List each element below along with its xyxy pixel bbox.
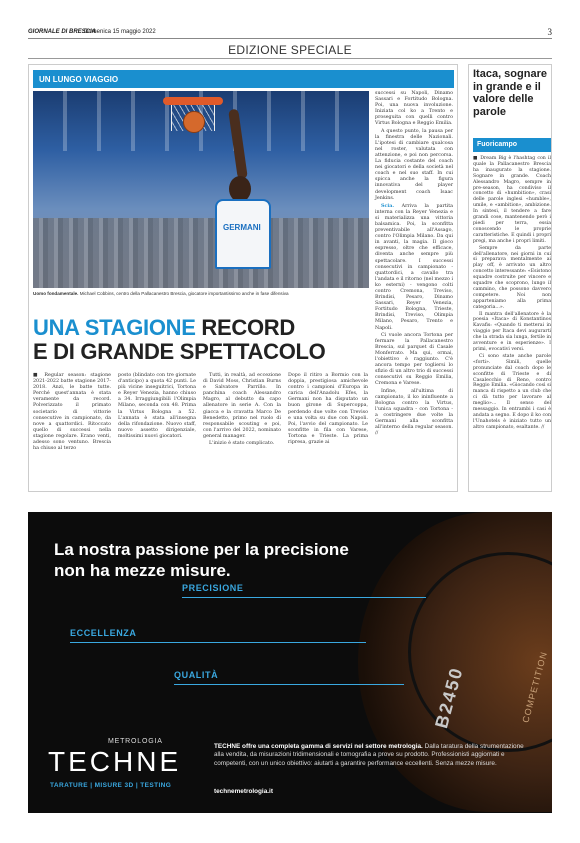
issue-date: Domenica 15 maggio 2022: [84, 29, 156, 35]
basketball-print: B2450: [431, 664, 467, 731]
jersey-sponsor: GERMANI: [223, 223, 261, 232]
logo-tagline: TARATURE | MISURE 3D | TESTING: [50, 782, 172, 789]
basket-hoop: [163, 97, 223, 105]
ad-slogan-line-1: La nostra passione per la precisione: [54, 540, 349, 559]
article-paragraph: Tutti, in realtà, ad eccezione di David Moss, Christian Burns e Salvatore Parrillo. In panchina coach Alessandro Magro, al debutto da capo allenatore in serie A. Con la giacca e la cravatta Marco De Benedetto, primo nel ruolo di responsabile scouting e poi, con l'arrivo del 2022, nominato general manager.: [203, 373, 281, 439]
page-header: [28, 27, 552, 39]
headline-line-1: [33, 316, 454, 340]
ad-description-lead: TECHNE offre una completa gamma di servizi nel settore metrologia.: [214, 743, 423, 750]
side-paragraph: ■ Dream Big è l'hashtag con il quale la Pallacanestro Brescia ha inaugurato la stagione. Sognare in grande. Coach Alessandro Magro, sempre in pre-season, ha condiviso il concetto di «humbition», crasi delle parole inglesi «humble», umile, e «ambition», ambizione. In sintesi, il tendere a fare grandi cose, mantenendo però i piedi per terra, essia conoscendo le proprie caratteristiche. E quindi i propri pregi, ma anche i propri limiti.: [473, 156, 551, 244]
section-divider: [28, 58, 552, 59]
ad-description-text: Dalla taratura della strumentazione alla vendita, da misurazioni tridimensionali e tomografia a prove su prodotto. Professionisti aggiornati e competenti, con un unico obiettivo: aiutarti a garantire performance eccellenti. Senza mezze misure.: [214, 743, 524, 767]
article-paragraph: A questo punto, la pausa per la finestra delle Nazionali. L'ipotesi di cambiare qualcosa nel roster, valutata con attenzione, e poi non percorsa. La fiducia costante del coach nei giocatori e della società nel coach e nel suo staff. In cui spicca anche la figura innovativa del player development coach Isaac Jenkins.: [375, 128, 453, 201]
article-paragraph: posto (blindato con tre giornate d'anticipo) a quota 42 punti. Le più vicine inseguitrici, Tortona e Reyer Venezia, hanno chiuso a 34. Irraggiungibili l'Olimpia Milano, seconda con 48. Prima la Virtus Bologna a 52. L'annata è stata all'insegna della rifondazione. Nuovo staff, nuovo assetto dirigenziale, moltissimi nuovi giocatori.: [118, 373, 196, 439]
side-article-body: [473, 156, 551, 432]
ad-label-eccellenza: ECCELLENZA: [70, 628, 137, 638]
photo-caption: [33, 291, 369, 296]
ad-slogan-line-2: non ha mezze misure.: [54, 561, 231, 580]
side-paragraph: Il mantra dell'allenatore è la poesia «Itaca» di Konstantinos Kavafis: «Quando ti metterai in viaggio per Itaca devi augurarti che la strada sia lunga, fertile in avventure e in esperienze». I primi, evocativi versi.: [473, 311, 551, 352]
article-column-5: [375, 91, 453, 438]
headline-word: RECORD: [195, 315, 295, 340]
article-photo: [33, 91, 369, 288]
basketball-brand: COMPETITION: [520, 650, 550, 724]
newspaper-name: GIORNALE DI BRESCIA: [28, 29, 97, 35]
ad-line-3: [174, 684, 404, 685]
article-paragraph: [375, 203, 453, 332]
advertisement: [28, 512, 552, 813]
article-paragraph: successi su Napoli, Dinamo Sassari e Fortitudo Bologna. Poi, una nuova involuzione. Iniziata col ko a Trento e proseguita con quelli contro Virtus Bologna e Reggio Emilia.: [375, 91, 453, 127]
caption-text: Michael Cobbins, centro della Pallacanestro Brescia, giocatore importantissimo anche in fase difensiva: [78, 291, 289, 296]
side-article-tag: Fuoricampo: [473, 138, 551, 152]
caption-lead: Uomo fondamentale.: [33, 291, 79, 296]
ad-label-qualita: QUALITÀ: [174, 670, 219, 680]
article-column-1: [33, 373, 111, 453]
article-column-4: [288, 373, 368, 447]
paragraph-lead: Scia.: [381, 202, 394, 209]
article-paragraph: Ci vuole ancora Tortona per fermare la Pallacanestro Brescia, sul parquet di Casale Monferrato. Ma qui, ormai, l'obiettivo è raggiunto. C'è ancora tempo per togliersi lo sfizio di un altro trio di successi consecutivi su Reggio Emilia, Cremona e Varese.: [375, 332, 453, 387]
ad-line-2: [70, 642, 366, 643]
logo-subtitle: METROLOGIA: [108, 738, 163, 745]
crowd-background: [33, 218, 369, 288]
article-column-3: [203, 373, 281, 448]
ad-line-1: [182, 597, 426, 598]
ad-website-link[interactable]: technemetrologia.it: [214, 788, 273, 795]
paragraph-text: Arriva la partita interna con la Reyer Venezia e si materializza una vittoria balsamica. Poi, la sconfitta preventivabile all'Assago, contro l'Olimpia Milano. Da qui in avanti, la magia. Il gioco espresso, oltre che efficace, diventa anche sempre più spettacolare. I successi consecutivi in campionato - quattordici, a cavallo tra l'andata e il ritorno (nel mezzo i ko esterni) - vengono colti contro Cremona, Treviso, Brindisi, Pesaro, Dinamo Sassari, Reyer Venezia, Fortitudo Bologna, Trieste, Brindisi, Treviso, Olimpia Milano, Pesaro, Trento e Napoli.: [375, 203, 453, 331]
headline-highlight: UNA STAGIONE: [33, 315, 196, 340]
basketball: [183, 111, 205, 133]
side-paragraph: Sempre da parte dell'allenatore, nei giorni in cui si preparava mentalmente ai play off, è arrivato un altro concetto interessante: «Esistono squadre costruite per vincere e squadre che scoprono, lungo il cammino, che possono davvero competere. Noi non apparteniamo alla prima categoria...».: [473, 245, 551, 310]
side-article-title: Itaca, sognare in grande e il valore delle parole: [473, 68, 547, 118]
headline-line-2: E DI GRANDE SPETTACOLO: [33, 339, 326, 364]
article-column-2: [118, 373, 196, 441]
article-paragraph: Dopo il ritiro a Bormio con la doppia, prestigiosa amichevole contro i campioni d'Europa in carica dell'Anadolu Efes, la Germani non ha disputato un buon girone di Supercoppa, perdendo due volte con Treviso e una volta su due con Napoli. Poi, l'avvio del campionato. Le sconfitte in fila con Varese, Tortona e Trieste. La prima ripresa, grazie ai: [288, 373, 368, 446]
techne-logo: TECHNE: [48, 746, 182, 777]
article-paragraph: Infine, all'ultima di campionato, il ko ininfluente a Bologna contro la Virtus, l'unica squadra - con Tortona - a costringere due volte la Germani alla sconfitta all'interno della regular season. //: [375, 388, 453, 437]
ad-slogan: [54, 539, 394, 581]
page-number: 3: [547, 27, 552, 37]
article-paragraph: ■ Regular season: stagione 2021-2022 batte stagione 2017-2018. Anzi, le batte tutte. Perché quest'annata è stata veramente da record. Polverizzato il primato societario di vittorie consecutive in campionato, da nove a quattordici. Ritoccato quello di successi nella stagione regolare. Erano venti, adesso sono ventuno. Brescia ha chiuso al terzo: [33, 373, 111, 452]
ad-label-precisione: PRECISIONE: [182, 583, 244, 593]
section-title: EDIZIONE SPECIALE: [228, 43, 352, 57]
side-paragraph: Ci sono state anche parole «forti». Simili, quelle pronunciate dal coach dopo le sconfitte di Trieste e di Casalecchio di Reno, contro Reggio Emilia. «Giocando così si manca di rispetto a un club che ci dà tutto per lavorare al meglio»... Il senso del messaggio. In entrambi i casi è andata a segno. E dopo il ko con l'Unahotels è iniziato tutto un altro campionato, esaltante. //: [473, 353, 551, 430]
ad-description: [214, 743, 534, 768]
article-headline: [33, 316, 454, 364]
player-jersey: [215, 199, 271, 269]
article-tag: UN LUNGO VIAGGIO: [33, 70, 454, 88]
article-paragraph: L'inizio è stato complicato.: [209, 441, 275, 447]
